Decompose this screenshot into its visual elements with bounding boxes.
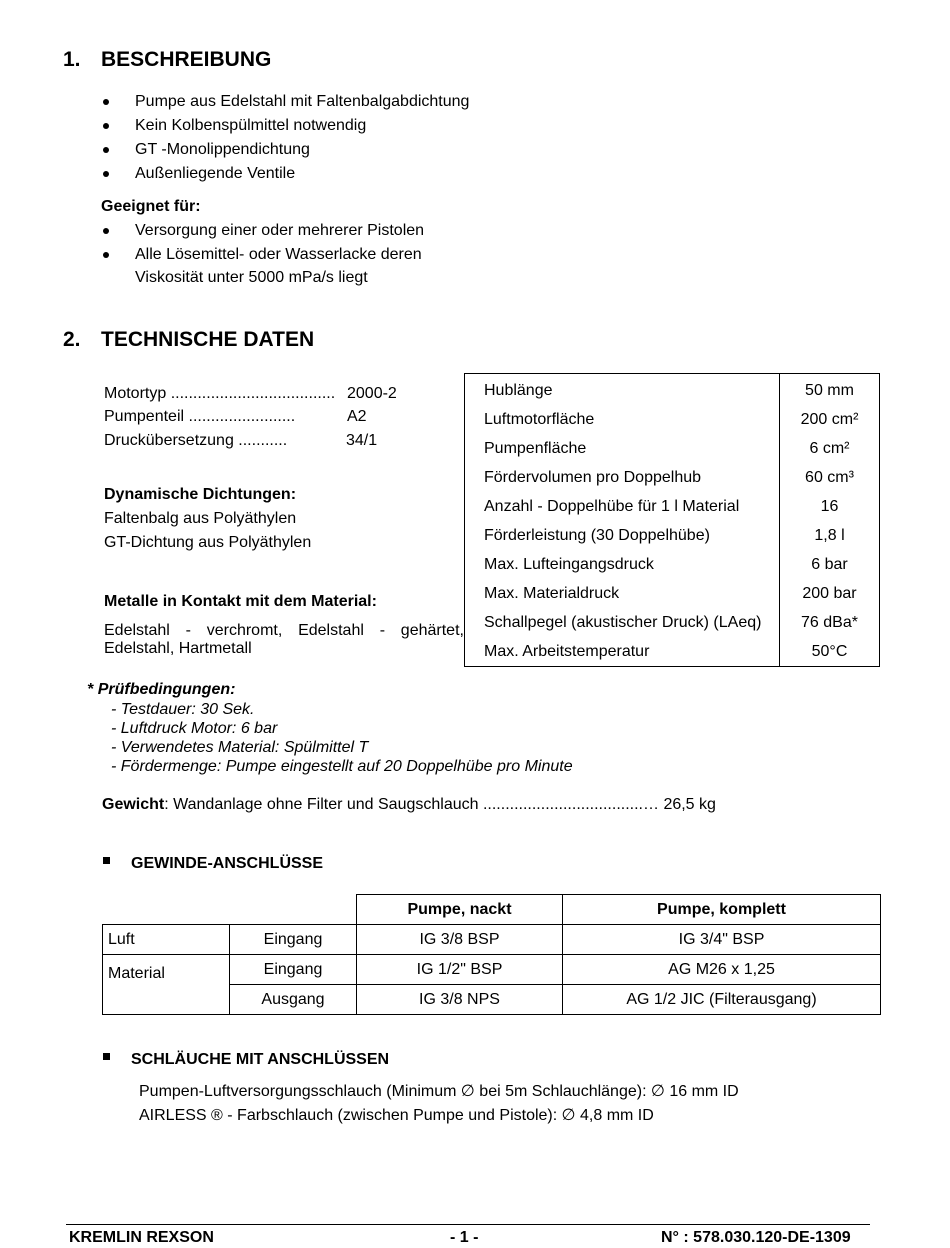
list-item: - Testdauer: 30 Sek. (111, 701, 255, 718)
section-number: 2. (63, 328, 81, 351)
footer-doc-number: N° : 578.030.120-DE-1309 (661, 1229, 851, 1246)
spec-label: Druckübersetzung ........... (104, 432, 288, 449)
table-row: Luftmotorfläche 200 cm² (465, 405, 880, 434)
spec-label: Motortyp ..................................... (104, 385, 336, 402)
square-bullet-icon (103, 1053, 110, 1060)
hoses-title: SCHLÄUCHE MIT ANSCHLÜSSEN (131, 1051, 390, 1068)
column-header: Pumpe, nackt (357, 895, 563, 925)
description-list (101, 90, 469, 186)
section-2-heading (63, 328, 314, 352)
spec-row-ratio (104, 431, 378, 451)
suitable-title: Geeignet für: (101, 198, 201, 215)
table-row: Fördervolumen pro Doppelhub 60 cm³ (465, 463, 880, 492)
section-number: 1. (63, 48, 81, 71)
seals-title: Dynamische Dichtungen: (104, 486, 297, 503)
square-bullet-icon (103, 857, 110, 864)
footer-page-number: - 1 - (450, 1229, 479, 1246)
footer-company: KREMLIN REXSON (69, 1229, 214, 1246)
threads-table (102, 894, 881, 1015)
list-item: GT -Monolippendichtung (135, 141, 310, 158)
list-item: - Verwendetes Material: Spülmittel T (111, 739, 369, 756)
metals-line: Edelstahl - verchromt, Edelstahl - gehärtet, (104, 622, 464, 639)
spec-row-pump (104, 407, 367, 427)
table-row: Förderleistung (30 Doppelhübe) 1,8 l (465, 521, 880, 550)
table-header-row (103, 895, 881, 925)
metals-line: Edelstahl, Hartmetall (104, 640, 252, 657)
list-item: - Fördermenge: Pumpe eingestellt auf 20 Doppelhübe pro Minute (111, 758, 573, 775)
hose-line: Pumpen-Luftversorgungsschlauch (Minimum ∅ bei 5m Schlauchlänge): ∅ 16 mm ID (139, 1083, 739, 1100)
technical-data-table (464, 373, 880, 667)
test-conditions-title: * Prüfbedingungen: (87, 681, 236, 698)
seal-item: GT-Dichtung aus Polyäthylen (104, 534, 312, 551)
weight-text: : Wandanlage ohne Filter und Saugschlauch ....................................… 26,5 kg (164, 796, 716, 813)
table-row: Ausgang IG 3/8 NPS AG 1/2 JIC (Filterausgang) (103, 985, 881, 1015)
table-row: Max. Materialdruck 200 bar (465, 579, 880, 608)
table-row: Max. Arbeitstemperatur 50°C (465, 637, 880, 667)
list-item: Außenliegende Ventile (135, 165, 296, 182)
spec-label: Pumpenteil ........................ (104, 408, 296, 425)
table-row: Luft Eingang IG 3/8 BSP IG 3/4" BSP (103, 925, 881, 955)
spec-value: A2 (347, 408, 367, 425)
section-1-heading (63, 48, 271, 72)
section-title: TECHNISCHE DATEN (101, 328, 315, 351)
spec-value: 2000-2 (347, 385, 397, 402)
table-row: Pumpenfläche 6 cm² (465, 434, 880, 463)
weight-label: Gewicht (102, 796, 165, 813)
test-conditions-list (111, 700, 573, 776)
section-title: BESCHREIBUNG (101, 48, 272, 71)
list-item: - Luftdruck Motor: 6 bar (111, 720, 278, 737)
list-item: Alle Lösemittel- oder Wasserlacke deren (135, 246, 422, 263)
table-row: Max. Lufteingangsdruck 6 bar (465, 550, 880, 579)
weight-line (102, 796, 716, 814)
spec-row-motor (104, 384, 397, 404)
list-item: Kein Kolbenspülmittel notwendig (135, 117, 367, 134)
suitable-list (101, 219, 424, 267)
hose-line: AIRLESS ® - Farbschlauch (zwischen Pumpe und Pistole): ∅ 4,8 mm ID (139, 1107, 654, 1124)
list-item: Versorgung einer oder mehrerer Pistolen (135, 222, 425, 239)
footer-divider (66, 1224, 870, 1225)
table-row: Hublänge 50 mm (465, 374, 880, 406)
table-row: Material Eingang IG 1/2" BSP AG M26 x 1,25 (103, 955, 881, 985)
metals-title: Metalle in Kontakt mit dem Material: (104, 593, 377, 610)
threads-title: GEWINDE-ANSCHLÜSSE (131, 855, 324, 872)
column-header: Pumpe, komplett (563, 895, 881, 925)
table-row: Anzahl - Doppelhübe für 1 l Material 16 (465, 492, 880, 521)
suitable-continuation: Viskosität unter 5000 mPa/s liegt (135, 269, 368, 286)
table-row: Schallpegel (akustischer Druck) (LAeq) 76 dBa* (465, 608, 880, 637)
spec-value: 34/1 (346, 432, 378, 449)
list-item: Pumpe aus Edelstahl mit Faltenbalgabdichtung (135, 93, 470, 110)
seal-item: Faltenbalg aus Polyäthylen (104, 510, 297, 527)
